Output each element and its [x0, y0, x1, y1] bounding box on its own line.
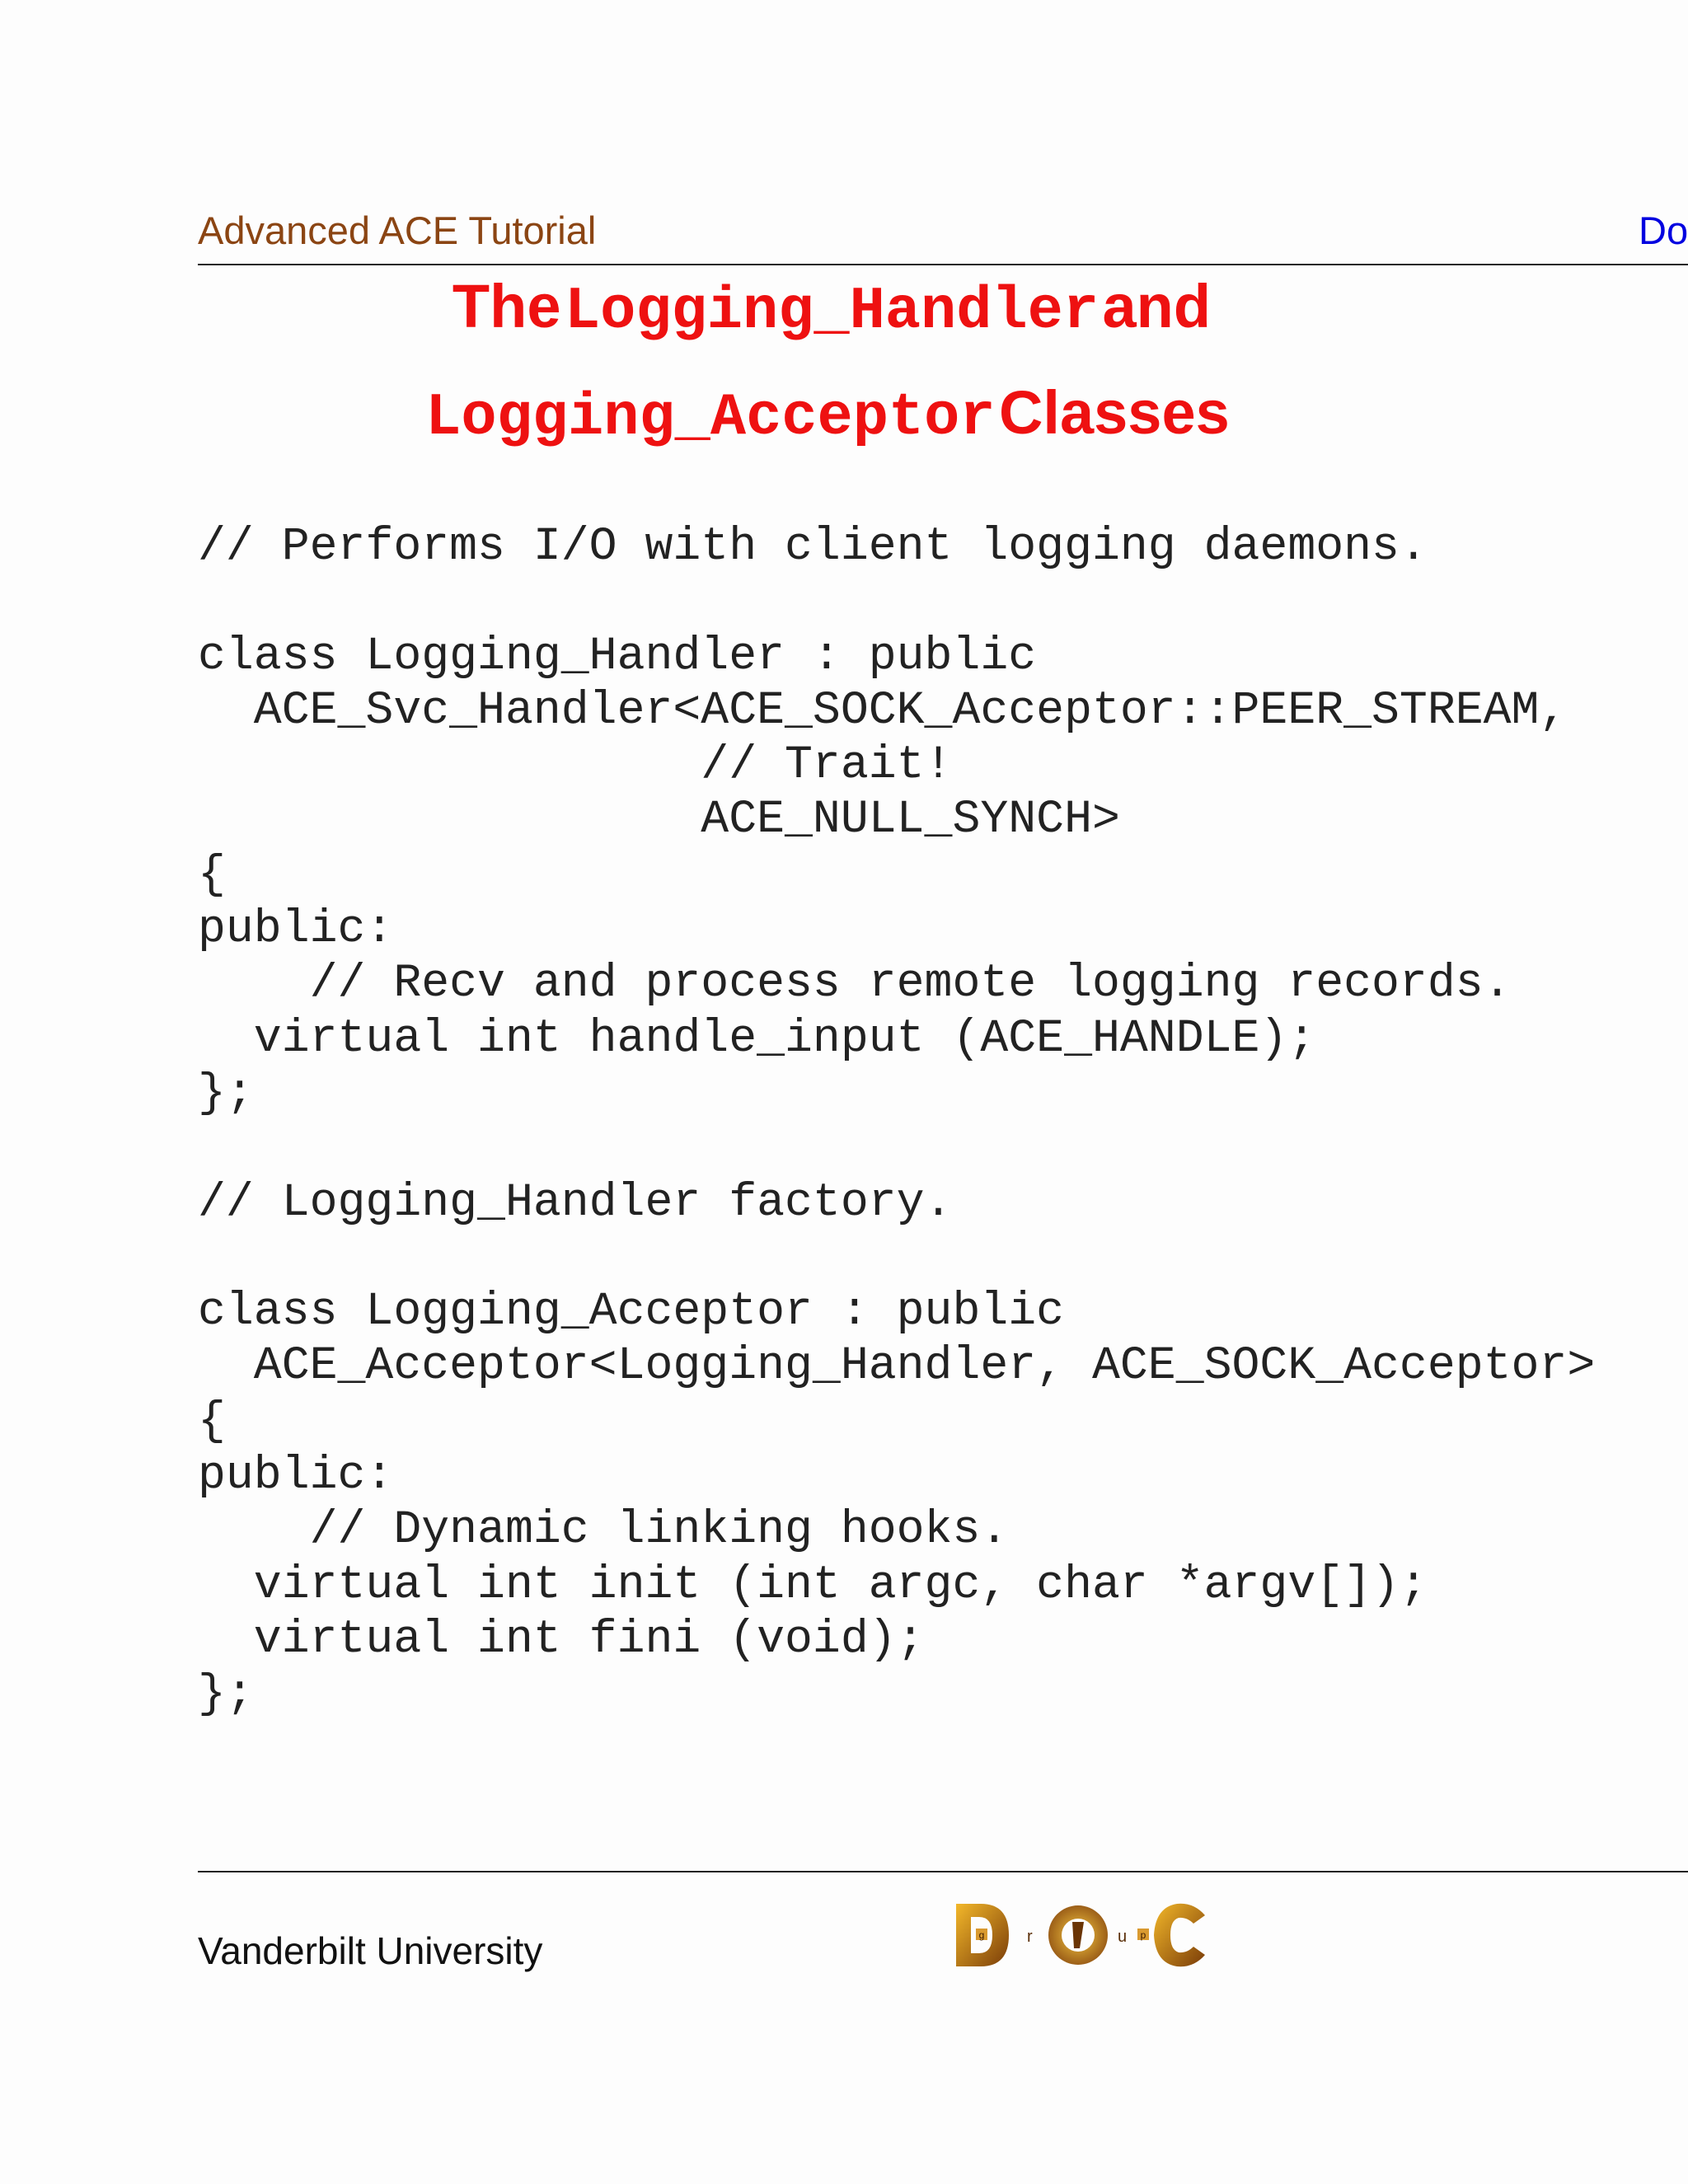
- header-title: Advanced ACE Tutorial: [198, 209, 597, 252]
- slide-title: [0, 262, 1688, 475]
- doc-group-logo: [954, 1894, 1212, 1976]
- code-line: [198, 574, 1595, 628]
- code-line: public:: [198, 1449, 394, 1502]
- code-line: // Trait!: [198, 738, 953, 792]
- logo-letter-o: [1048, 1905, 1108, 1965]
- slide-title-line-2: [0, 368, 1688, 475]
- logo-r-glyph: r: [1027, 1928, 1033, 1946]
- title-word-and: and: [1102, 272, 1212, 340]
- code-line: // Performs I/O with client logging daemons.: [198, 520, 1428, 573]
- code-line: class Logging_Acceptor : public: [198, 1285, 1065, 1338]
- code-line: ACE_Svc_Handler<ACE_SOCK_Acceptor::PEER_STREAM,: [198, 683, 1568, 737]
- code-line: class Logging_Handler : public: [198, 629, 1037, 682]
- code-line: ACE_NULL_SYNCH>: [198, 793, 1120, 846]
- code-line: public:: [198, 902, 394, 956]
- code-line: {: [198, 1394, 226, 1447]
- title-class-logging-handler: Logging_Handler: [564, 278, 1100, 345]
- title-word-classes: Classes: [998, 378, 1230, 447]
- logo-letter-c: [1154, 1904, 1205, 1966]
- code-line: virtual int init (int argc, char *argv[]);: [198, 1558, 1428, 1611]
- code-line: };: [198, 1066, 254, 1119]
- title-class-logging-acceptor: Logging_Acceptor: [425, 384, 996, 452]
- code-line: virtual int handle_input (ACE_HANDLE);: [198, 1011, 1316, 1065]
- logo-small-p: [1137, 1929, 1149, 1941]
- code-line: // Logging_Handler factory.: [198, 1175, 953, 1229]
- code-line: {: [198, 847, 226, 901]
- header-right-text[interactable]: Do: [1639, 209, 1688, 252]
- footer-divider: [198, 1871, 1688, 1872]
- logo-g-glyph: g: [978, 1929, 985, 1941]
- code-line: // Recv and process remote logging records.: [198, 957, 1512, 1010]
- footer-institution: Vanderbilt University: [198, 1929, 543, 1972]
- code-line: [198, 1120, 1595, 1174]
- code-line: virtual int fini (void);: [198, 1612, 925, 1666]
- code-line: ACE_Acceptor<Logging_Handler, ACE_SOCK_Acceptor>: [198, 1339, 1596, 1393]
- code-line: // Dynamic linking hooks.: [198, 1503, 1009, 1557]
- logo-u-glyph: u: [1118, 1928, 1128, 1946]
- slide-title-line-1: [0, 262, 1688, 368]
- logo-small-g: [976, 1929, 987, 1941]
- title-word-the: The: [452, 272, 561, 340]
- code-line: };: [198, 1667, 254, 1721]
- code-listing: [198, 519, 1595, 1722]
- code-line: [198, 1230, 1595, 1284]
- logo-p-glyph: p: [1140, 1929, 1146, 1941]
